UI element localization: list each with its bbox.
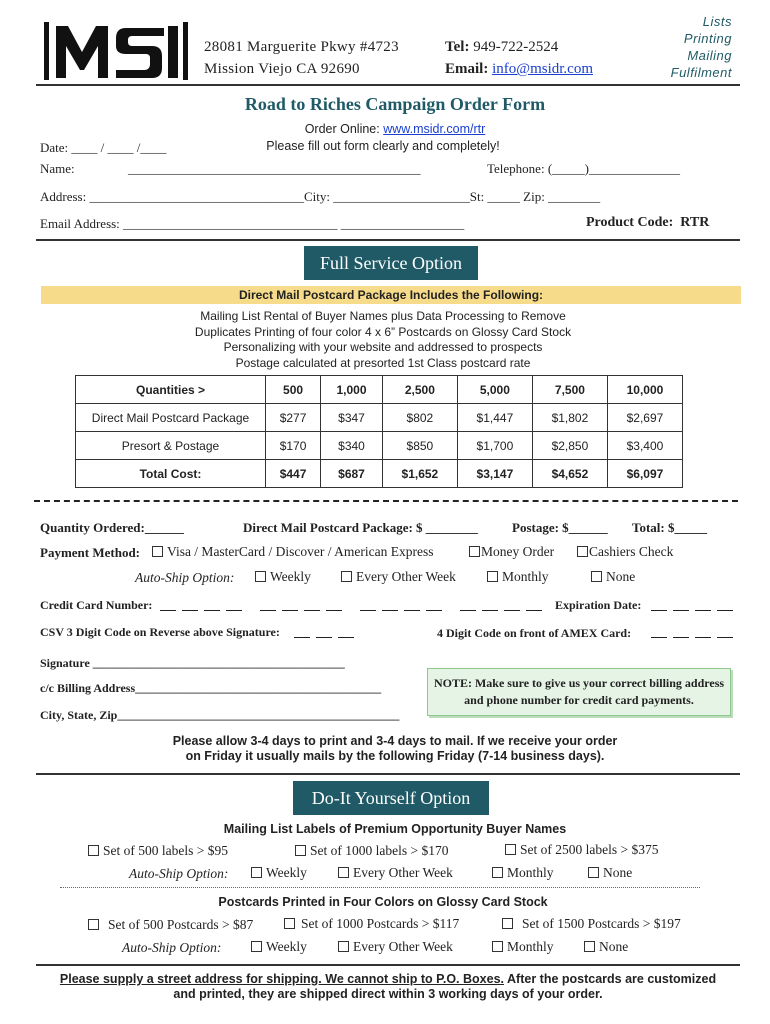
checkbox[interactable]	[338, 941, 349, 952]
payment-cashiers-option[interactable]: Cashiers Check	[577, 544, 673, 560]
instructions: Please fill out form clearly and completely!	[266, 139, 500, 153]
postcard-set-500[interactable]: Set of 500 Postcards > $87	[88, 917, 253, 933]
payment-card-option[interactable]: Visa / MasterCard / Discover / American Express	[152, 544, 434, 560]
amex-label: 4 Digit Code on front of AMEX Card:	[437, 626, 632, 640]
package-amount-field[interactable]: Direct Mail Postcard Package: $ ________	[243, 520, 478, 535]
checkbox[interactable]	[284, 918, 295, 929]
labels-heading: Mailing List Labels of Premium Opportunity Buyer Names	[223, 822, 567, 836]
autoship-every-other-week[interactable]: Every Other Week	[341, 569, 456, 585]
billing-note: NOTE: Make sure to give us your correct billing address and phone number for credit card payments.	[427, 668, 731, 716]
checkbox[interactable]	[469, 546, 480, 557]
form-title: Road to Riches Campaign Order Form	[244, 94, 546, 114]
order-online-link[interactable]: www.msidr.com/rtr	[383, 122, 486, 136]
checkbox[interactable]	[152, 546, 163, 557]
diy-divider	[36, 773, 740, 775]
diy-labels-autoship-monthly[interactable]: Monthly	[492, 865, 554, 881]
diy-labels-autoship-every-other-week[interactable]: Every Other Week	[338, 865, 453, 881]
table-row: Direct Mail Postcard Package $277 $347 $802 $1,447 $1,802 $2,697	[76, 404, 683, 432]
expiration-label: Expiration Date:	[555, 598, 642, 612]
pricing-table	[75, 375, 683, 488]
billing-address-field[interactable]: c/c Billing Address_________________________________________	[40, 681, 382, 695]
email-info: Email: info@msidr.com	[445, 61, 593, 77]
payment-money-order-option[interactable]: Money Order	[469, 544, 554, 560]
diy-postcards-autoship-every-other-week[interactable]: Every Other Week	[338, 939, 453, 955]
shipping-notice: Please supply a street address for shipping. We cannot ship to P.O. Boxes. After the postcards are customized and printed, they are shipped direct within 3 working days of your order.	[59, 972, 717, 1001]
quantity-ordered-field[interactable]: Quantity Ordered:______	[40, 520, 184, 535]
address-line-2: Mission Viejo CA 92690	[204, 61, 360, 77]
checkbox[interactable]	[251, 867, 262, 878]
autoship-weekly[interactable]: Weekly	[255, 569, 311, 585]
checkbox[interactable]	[588, 867, 599, 878]
checkbox[interactable]	[295, 845, 306, 856]
diy-labels-autoship-label: Auto-Ship Option:	[129, 866, 229, 881]
diy-title: Do-It Yourself Option	[293, 781, 489, 815]
amex-field[interactable]	[651, 625, 733, 643]
diy-dotted-divider	[60, 887, 700, 888]
table-total-row: Total Cost: $447 $687 $1,652 $3,147 $4,652 $6,097	[76, 460, 683, 488]
autoship-none[interactable]: None	[591, 569, 635, 585]
email-link[interactable]: info@msidr.com	[492, 61, 593, 77]
checkbox[interactable]	[88, 845, 99, 856]
postcard-set-1500[interactable]: Set of 1500 Postcards > $197	[502, 916, 681, 932]
checkbox[interactable]	[584, 941, 595, 952]
checkbox[interactable]	[577, 546, 588, 557]
name-field[interactable]: _____________________________________________	[128, 161, 421, 176]
package-details: Mailing List Rental of Buyer Names plus Data Processing to Remove Duplicates Printing of four color 4 x 6” Postcards on Glossy Card Stock Personalizing with your website and addressed to prospects Postage calculated at presorted 1st Class postcard rate	[194, 309, 572, 370]
form-divider	[36, 239, 740, 241]
diy-labels-autoship-weekly[interactable]: Weekly	[251, 865, 307, 881]
diy-postcards-autoship-label: Auto-Ship Option:	[122, 940, 222, 955]
diy-postcards-autoship-monthly[interactable]: Monthly	[492, 939, 554, 955]
company-logo	[44, 22, 188, 80]
payment-method-label: Payment Method:	[40, 545, 141, 560]
label-set-500[interactable]: Set of 500 labels > $95	[88, 843, 228, 859]
footer-divider	[36, 964, 740, 966]
services-list: Lists Printing Mailing Fulfilment	[670, 14, 732, 80]
telephone-info: Tel: 949-722-2524	[445, 39, 559, 55]
credit-card-field[interactable]	[160, 598, 548, 616]
csv-field[interactable]	[294, 625, 360, 643]
postage-amount-field[interactable]: Postage: $______	[512, 520, 608, 535]
diy-postcards-autoship-none[interactable]: None	[584, 939, 628, 955]
label-set-1000[interactable]: Set of 1000 labels > $170	[295, 843, 448, 859]
city-state-zip-field[interactable]: City, State, Zip_______________________________________________	[40, 708, 400, 722]
full-service-title: Full Service Option	[304, 246, 478, 280]
checkbox[interactable]	[255, 571, 266, 582]
address-line-1: 28081 Marguerite Pkwy #4723	[204, 39, 399, 55]
diy-postcards-autoship-weekly[interactable]: Weekly	[251, 939, 307, 955]
checkbox[interactable]	[492, 941, 503, 952]
table-header-row: Quantities > 500 1,000 2,500 5,000 7,500 10,000	[76, 376, 683, 404]
checkbox[interactable]	[88, 919, 99, 930]
checkbox[interactable]	[505, 844, 516, 855]
autoship-label: Auto-Ship Option:	[135, 570, 235, 585]
email-field[interactable]: Email Address: _________________________________ ___________________	[40, 216, 465, 231]
csv-label: CSV 3 Digit Code on Reverse above Signature:	[40, 625, 280, 639]
date-field[interactable]: Date: ____ / ____ /____	[40, 140, 167, 155]
checkbox[interactable]	[591, 571, 602, 582]
expiration-field[interactable]	[651, 598, 733, 616]
telephone-field[interactable]: Telephone: (_____)______________	[487, 161, 680, 176]
header-divider	[36, 84, 740, 86]
order-online: Order Online: www.msidr.com/rtr	[304, 122, 486, 136]
checkbox[interactable]	[251, 941, 262, 952]
autoship-monthly[interactable]: Monthly	[487, 569, 549, 585]
address-field[interactable]: Address: _________________________________City: _____________________St: _____ Zip: ________	[40, 189, 601, 204]
package-banner: Direct Mail Postcard Package Includes the Following:	[41, 286, 741, 304]
signature-field[interactable]: Signature __________________________________________	[40, 656, 345, 670]
checkbox[interactable]	[341, 571, 352, 582]
checkbox[interactable]	[338, 867, 349, 878]
processing-notice: Please allow 3-4 days to print and 3-4 days to mail. If we receive your order on Friday it usually mails by the following Friday (7-14 business days).	[172, 734, 618, 763]
checkbox[interactable]	[487, 571, 498, 582]
cut-line	[34, 500, 738, 502]
label-set-2500[interactable]: Set of 2500 labels > $375	[505, 842, 658, 858]
total-amount-field[interactable]: Total: $_____	[632, 520, 707, 535]
postcard-set-1000[interactable]: Set of 1000 Postcards > $117	[284, 916, 459, 932]
diy-labels-autoship-none[interactable]: None	[588, 865, 632, 881]
checkbox[interactable]	[492, 867, 503, 878]
checkbox[interactable]	[502, 918, 513, 929]
postcards-heading: Postcards Printed in Four Colors on Glossy Card Stock	[218, 895, 548, 909]
product-code: Product Code: RTR	[586, 215, 710, 230]
table-row: Presort & Postage $170 $340 $850 $1,700 $2,850 $3,400	[76, 432, 683, 460]
credit-card-label: Credit Card Number:	[40, 598, 153, 612]
name-label: Name:	[40, 161, 75, 176]
